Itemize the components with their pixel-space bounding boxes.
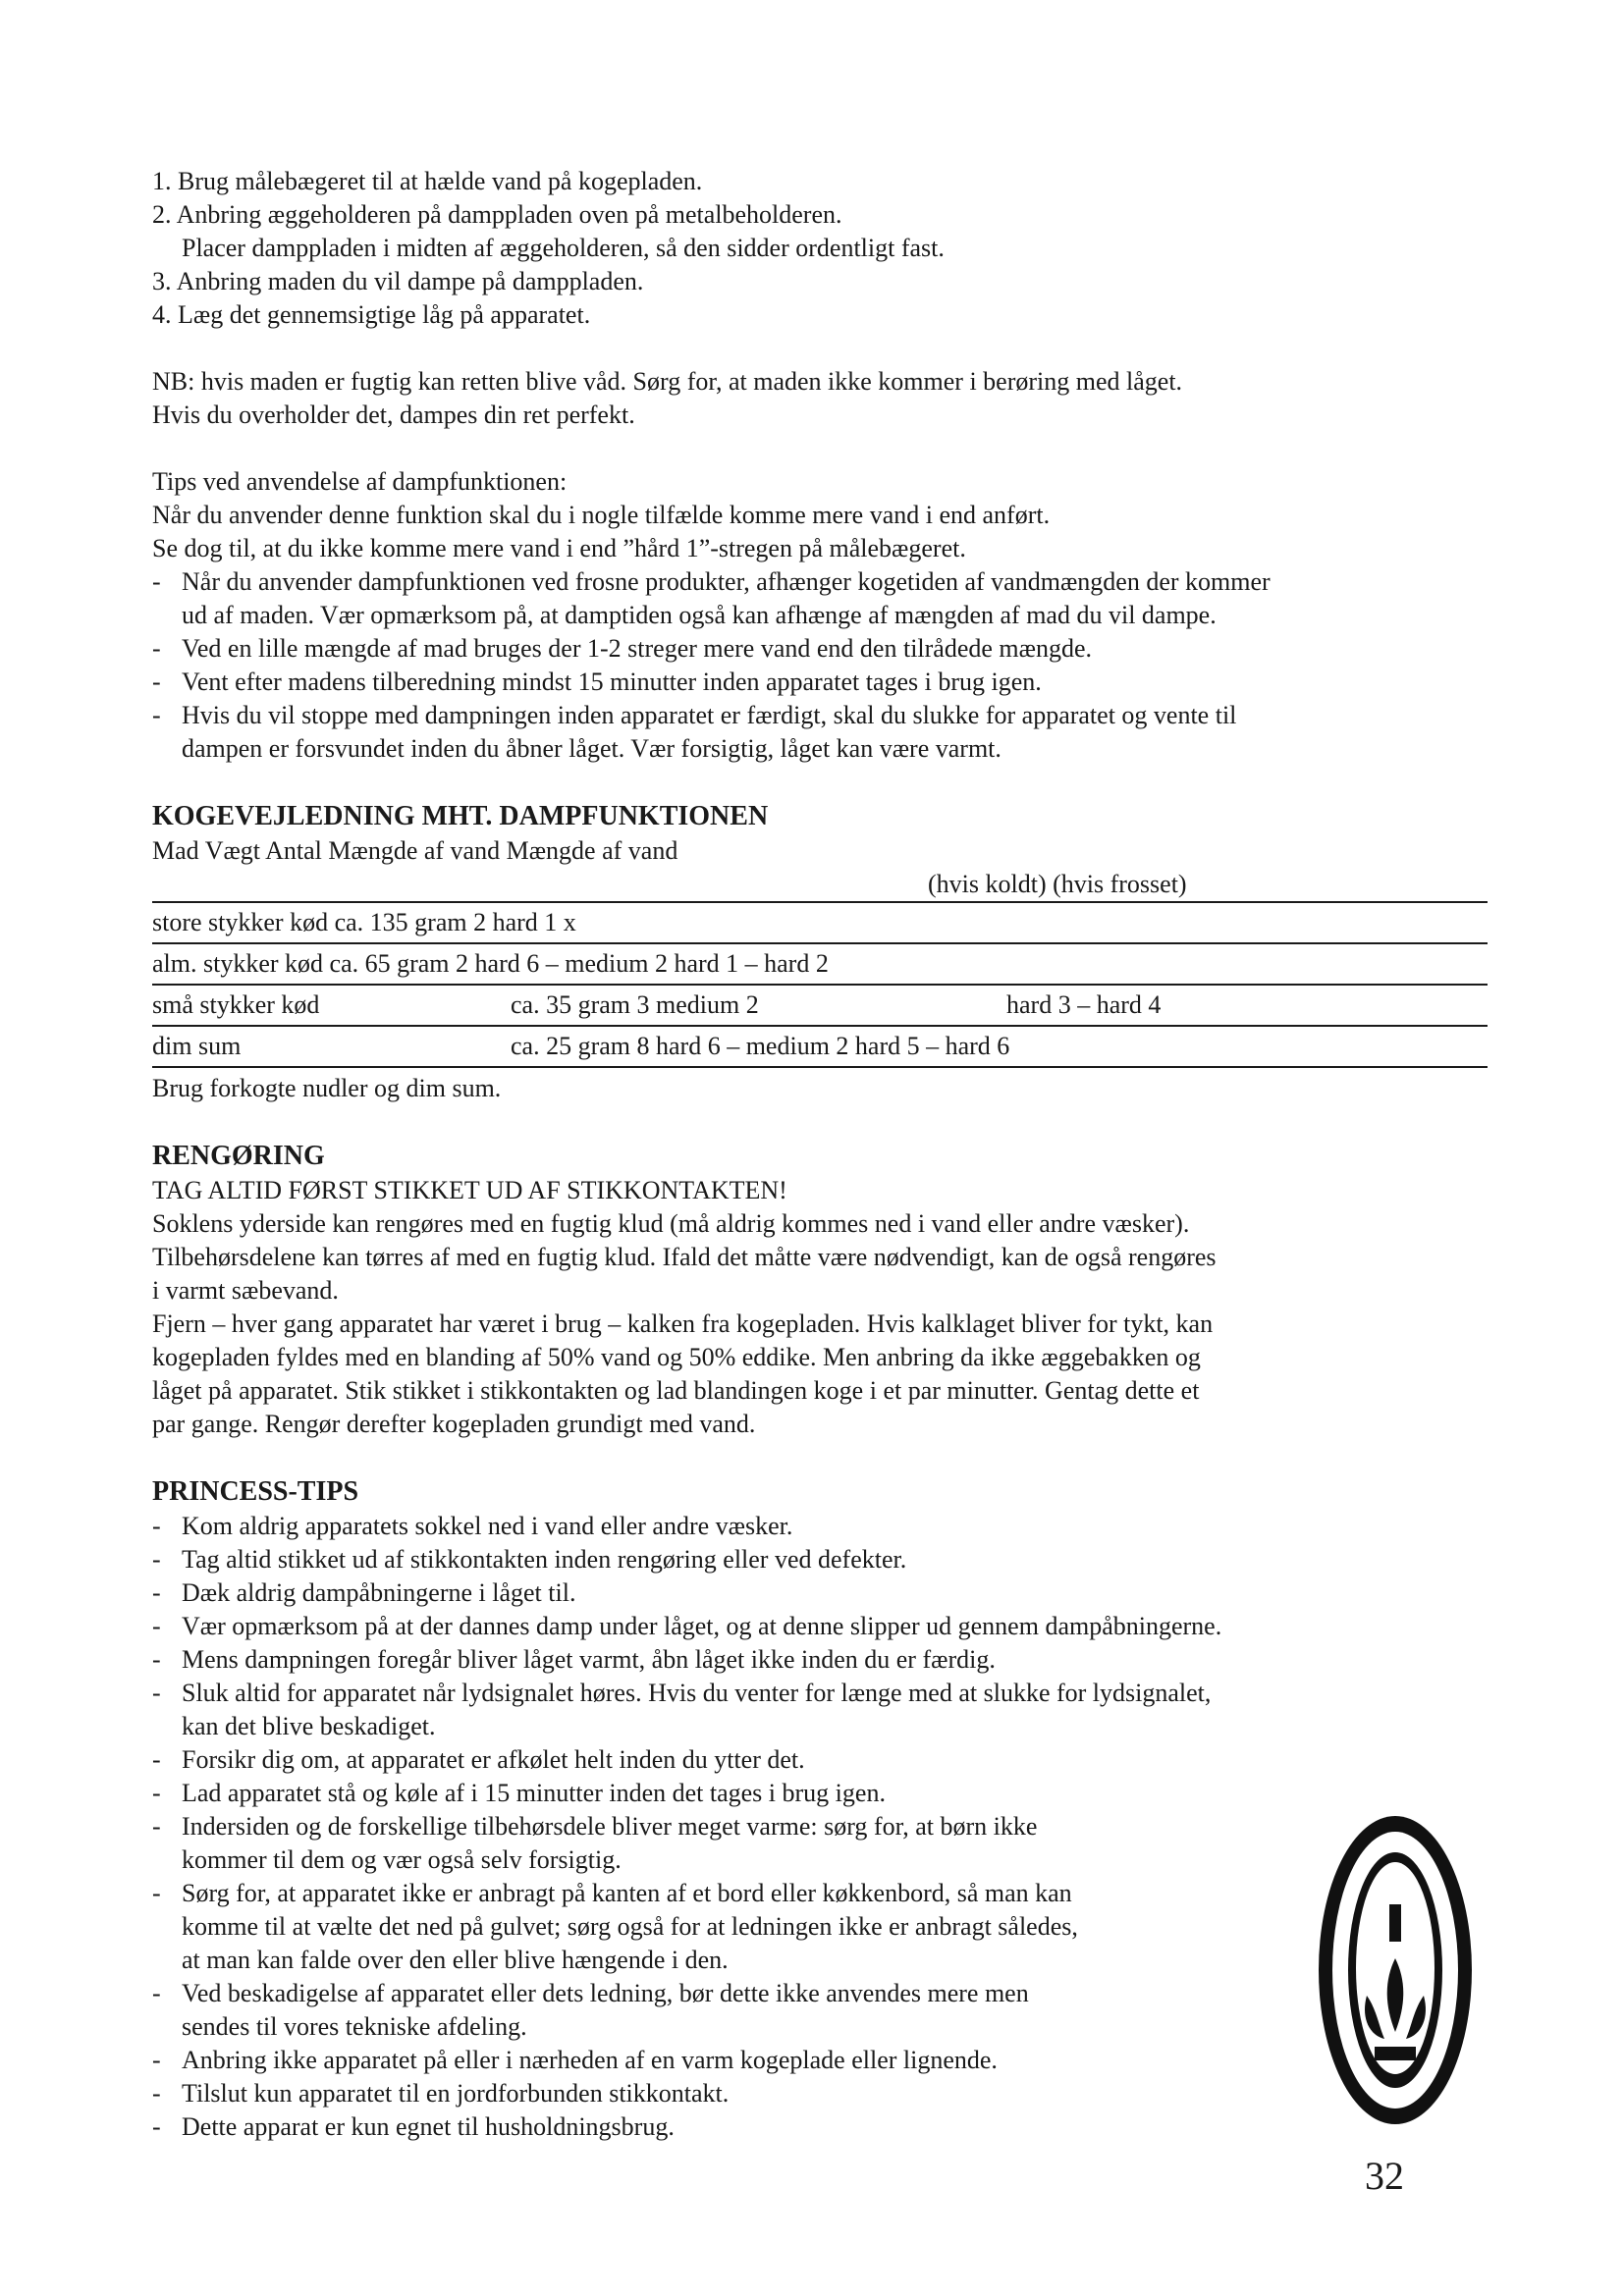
table-cell: hard 3 – hard 4 (1006, 990, 1162, 1019)
document-page (152, 165, 1488, 2144)
step-2: 2. Anbring æggeholderen på damppladen oven på metalbeholderen. (152, 200, 842, 229)
list-item: - Dæk aldrig dampåbningerne i låget til. (152, 1576, 1488, 1610)
tips-intro-line: Tips ved anvendelse af dampfunktionen: (152, 467, 568, 496)
table-cell: alm. stykker kød ca. 65 gram 2 hard 6 – medium 2 hard 1 – hard 2 (152, 949, 829, 978)
list-item-text: Ved en lille mængde af mad bruges der 1-2 streger mere vand end den tilrådede mængde. (182, 634, 1093, 663)
list-item: - Når du anvender dampfunktionen ved frosne produkter, afhænger kogetiden af vandmængden der kommer ud af maden. Vær opmærksom på, at damptiden også kan afhænge af mængden af mad du vil dampe. (152, 565, 1488, 632)
list-item-text: Hvis du vil stoppe med dampningen inden apparatet er færdigt, skal du slukke for apparatet og vente til (182, 701, 1237, 729)
list-item: - Vær opmærksom på at der dannes damp under låget, og at denne slipper ud gennem dampåbningerne. (152, 1610, 1488, 1643)
list-item: - Mens dampningen foregår bliver låget varmt, åbn låget ikke inden du er færdig. (152, 1643, 1488, 1677)
page-number: 32 (1365, 2154, 1404, 2198)
table-cell: små stykker kød (152, 990, 320, 1019)
list-item: - Kom aldrig apparatets sokkel ned i vand eller andre væsker. (152, 1510, 1488, 1543)
list-item-text: Anbring ikke apparatet på eller i nærheden af en varm kogeplade eller lignende. (182, 2046, 998, 2074)
nb-line: NB: hvis maden er fugtig kan retten blive våd. Sørg for, at maden ikke kommer i berøring med låget. (152, 367, 1183, 396)
list-item: - Anbring ikke apparatet på eller i nærheden af en varm kogeplade eller lignende. (152, 2044, 1488, 2077)
list-item-text: Lad apparatet stå og køle af i 15 minutter inden det tages i brug igen. (182, 1779, 886, 1807)
table-subheader-text: (hvis koldt) (hvis frosset) (928, 870, 1187, 898)
list-item-text: Ved beskadigelse af apparatet eller dets ledning, bør dette ikke anvendes mere men (182, 1979, 1029, 2007)
list-item: - Sørg for, at apparatet ikke er anbragt på kanten af et bord eller køkkenbord, så man kan komme til at vælte det ned på gulvet; sørg også for at ledningen ikke er anbragt således, at man kan falde over den eller blive hængende i den. (152, 1877, 1488, 1977)
table-cell: ca. 25 gram 8 hard 6 – medium 2 hard 5 – hard 6 (511, 1032, 1010, 1060)
table-row (152, 901, 1488, 942)
cleaning-line: Soklens yderside kan rengøres med en fugtig klud (må aldrig kommes ned i vand eller andre væsker). (152, 1209, 1190, 1238)
list-item-text: Vent efter madens tilberedning mindst 15 minutter inden apparatet tages i brug igen. (182, 667, 1042, 696)
table-row (152, 984, 1488, 1025)
list-item: - Dette apparat er kun egnet til husholdningsbrug. (152, 2110, 1488, 2144)
table-header: Mad Vægt Antal Mængde af vand Mængde af vand (152, 836, 678, 865)
table-cell: ca. 35 gram 3 medium 2 (511, 990, 759, 1019)
list-item-text: Vær opmærksom på at der dannes damp under låget, og at denne slipper ud gennem dampåbningerne. (182, 1612, 1222, 1640)
cleaning-line: Tilbehørsdelene kan tørres af med en fugtig klud. Ifald det måtte være nødvendigt, kan de også rengøres (152, 1243, 1217, 1271)
table-cell: dim sum (152, 1032, 242, 1060)
princess-tips-heading: PRINCESS-TIPS (152, 1476, 359, 1507)
table-row (152, 1025, 1488, 1068)
list-item-text: Sluk altid for apparatet når lydsignalet høres. Hvis du venter for længe med at slukke for lydsignalet, (182, 1679, 1212, 1707)
step-1: 1. Brug målebægeret til at hælde vand på kogepladen. (152, 167, 703, 195)
list-item-text: Indersiden og de forskellige tilbehørsdele bliver meget varme: sørg for, at børn ikke (182, 1812, 1038, 1841)
list-item: - Lad apparatet stå og køle af i 15 minutter inden det tages i brug igen. (152, 1777, 1488, 1810)
cleaning-line: kogepladen fyldes med en blanding af 50% vand og 50% eddike. Men anbring da ikke æggebakken og (152, 1343, 1201, 1371)
list-item-text: kan det blive beskadiget. (182, 1712, 436, 1740)
list-item: - Indersiden og de forskellige tilbehørsdele bliver meget varme: sørg for, at børn ikke kommer til dem og vær også selv forsigtig. (152, 1810, 1488, 1877)
tips-intro-line: Når du anvender denne funktion skal du i nogle tilfælde komme mere vand i end anført. (152, 501, 1051, 529)
cooking-guide-note: Brug forkogte nudler og dim sum. (152, 1074, 502, 1102)
cooking-guide (152, 799, 1488, 1105)
list-item: - Hvis du vil stoppe med dampningen inden apparatet er færdigt, skal du slukke for apparatet og vente til dampen er forsvundet inden du åbner låget. Vær forsigtig, låget kan være varmt. (152, 699, 1488, 766)
cleaning-line: TAG ALTID FØRST STIKKET UD AF STIKKONTAKTEN! (152, 1176, 787, 1204)
princess-crown-logo-icon (1314, 1811, 1477, 2130)
table-cell: store stykker kød ca. 135 gram 2 hard 1 x (152, 908, 576, 936)
step-4: 4. Læg det gennemsigtige låg på apparatet. (152, 300, 591, 329)
list-item: - Vent efter madens tilberedning mindst 15 minutter inden apparatet tages i brug igen. (152, 666, 1488, 699)
list-item-text: Dæk aldrig dampåbningerne i låget til. (182, 1578, 576, 1607)
list-item-text: Dette apparat er kun egnet til husholdningsbrug. (182, 2112, 675, 2141)
list-item-text: Mens dampningen foregår bliver låget varmt, åbn låget ikke inden du er færdig. (182, 1645, 996, 1674)
cleaning-line: i varmt sæbevand. (152, 1276, 339, 1305)
step-2-continued: Placer damppladen i midten af æggeholderen, så den sidder ordentligt fast. (182, 234, 945, 262)
list-item: - Ved beskadigelse af apparatet eller dets ledning, bør dette ikke anvendes mere men sendes til vores tekniske afdeling. (152, 1977, 1488, 2044)
table-subheader (152, 868, 1488, 901)
nb-note (152, 365, 1488, 432)
cleaning-line: Fjern – hver gang apparatet har været i brug – kalken fra kogepladen. Hvis kalklaget bliver for tykt, kan (152, 1309, 1214, 1338)
cleaning-heading: RENGØRING (152, 1141, 325, 1171)
list-item-text: Sørg for, at apparatet ikke er anbragt på kanten af et bord eller køkkenbord, så man kan (182, 1879, 1072, 1907)
list-item-text: Tag altid stikket ud af stikkontakten inden rengøring eller ved defekter. (182, 1545, 907, 1574)
steps-list (152, 165, 1488, 332)
cleaning-section (152, 1139, 1488, 1441)
list-item-text: Når du anvender dampfunktionen ved frosne produkter, afhænger kogetiden af vandmængden der kommer (182, 567, 1271, 596)
list-item-text: Tilslut kun apparatet til en jordforbunden stikkontakt. (182, 2079, 730, 2108)
tips-intro-line: Se dog til, at du ikke komme mere vand i end ”hård 1”-stregen på målebægeret. (152, 534, 966, 562)
steam-tips (152, 465, 1488, 766)
list-item-text: komme til at vælte det ned på gulvet; sørg også for at ledningen ikke er anbragt således, (182, 1912, 1078, 1941)
nb-line: Hvis du overholder det, dampes din ret perfekt. (152, 400, 635, 429)
list-item: - Forsikr dig om, at apparatet er afkølet helt inden du ytter det. (152, 1743, 1488, 1777)
list-item-text: dampen er forsvundet inden du åbner låget. Vær forsigtig, låget kan være varmt. (182, 734, 1001, 763)
list-item: - Tag altid stikket ud af stikkontakten inden rengøring eller ved defekter. (152, 1543, 1488, 1576)
step-3: 3. Anbring maden du vil dampe på damppladen. (152, 267, 644, 295)
cleaning-line: par gange. Rengør derefter kogepladen grundigt med vand. (152, 1410, 756, 1438)
cooking-guide-heading: KOGEVEJLEDNING MHT. DAMPFUNKTIONEN (152, 801, 769, 831)
list-item: - Ved en lille mængde af mad bruges der 1-2 streger mere vand end den tilrådede mængde. (152, 632, 1488, 666)
princess-tips-section (152, 1474, 1488, 2144)
list-item: - Tilslut kun apparatet til en jordforbunden stikkontakt. (152, 2077, 1488, 2110)
list-item-text: kommer til dem og vær også selv forsigtig. (182, 1845, 622, 1874)
cleaning-line: låget på apparatet. Stik stikket i stikkontakten og lad blandingen koge i et par minutter. Gentag dette et (152, 1376, 1200, 1405)
list-item-text: sendes til vores tekniske afdeling. (182, 2012, 527, 2041)
table-row (152, 942, 1488, 984)
list-item-text: Kom aldrig apparatets sokkel ned i vand eller andre væsker. (182, 1512, 793, 1540)
list-item: - Sluk altid for apparatet når lydsignalet høres. Hvis du venter for længe med at slukke for lydsignalet, kan det blive beskadiget. (152, 1677, 1488, 1743)
list-item-text: Forsikr dig om, at apparatet er afkølet helt inden du ytter det. (182, 1745, 805, 1774)
list-item-text: at man kan falde over den eller blive hængende i den. (182, 1946, 729, 1974)
list-item-text: ud af maden. Vær opmærksom på, at damptiden også kan afhænge af mængden af mad du vil dampe. (182, 601, 1217, 629)
